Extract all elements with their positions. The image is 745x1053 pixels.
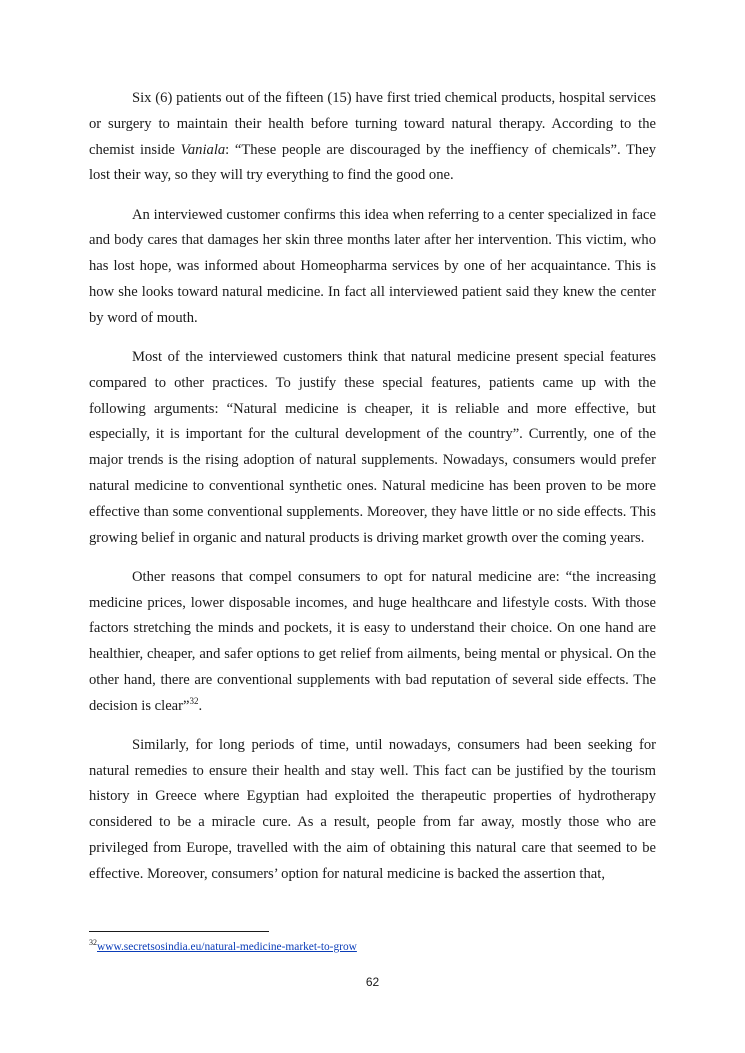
paragraph-1-text-end: : “These people are discouraged by the ineffiency of chemicals”. They lost their way, so they will try everything to find the good one. — [89, 141, 656, 184]
paragraph-4 — [89, 565, 656, 720]
paragraph-5: Similarly, for long periods of time, until nowadays, consumers had been seeking for natural remedies to ensure their health and stay well. This fact can be justified by the tourism history in Greece where Egyptian had exploited the therapeutic properties of hydrotherapy considered to be a miracle cure. As a result, people from far away, mostly those who are privileged from Europe, travelled with the aim of obtaining this natural care that seemed to be effective. Moreover, consumers’ option for natural medicine is backed the assertion that, — [89, 736, 656, 882]
footnote-number: 32 — [89, 938, 97, 948]
footnote-separator — [89, 931, 269, 932]
paragraph-3: Most of the interviewed customers think that natural medicine present special features compared to other practices. To justify these special features, patients came up with the following arguments: “Natural medicine is cheaper, it is reliable and more effective, but especially, it is important for the cultural development of the country”. Currently, one of the major trends is the rising adoption of natural supplements. Nowadays, consumers would prefer natural medicine to conventional synthetic ones. Natural medicine has been proven to be more effective than some conventional supplements. Moreover, they have little or no side effects. This growing belief in organic and natural products is driving market growth over the coming years. — [89, 348, 656, 546]
paragraph-1 — [89, 86, 656, 189]
page-number: 62 — [365, 975, 380, 989]
paragraph-2: An interviewed customer confirms this idea when referring to a center specialized in face and body cares that damages her skin three months later after her intervention. This victim, who has lost hope, was informed about Homeopharma services by one of her acquaintance. This is how she looks toward natural medicine. In fact all interviewed patient said they knew the center by word of mouth. — [89, 206, 656, 326]
paragraph-4-period: . — [198, 697, 203, 714]
paragraph-4-text: Other reasons that compel consumers to opt for natural medicine are: “the increasing medicine prices, lower disposable incomes, and huge healthcare and lifestyle costs. With those factors stretching the minds and pockets, it is easy to understand their choice. On one hand are healthier, cheaper, and safer options to get relief from ailments, being mental or physical. On the other hand, there are conventional supplements with bad reputation of several side effects. The decision is clear” — [89, 568, 656, 714]
body-text — [89, 86, 656, 888]
paragraph-1-text-start: Six (6) patients out of the fifteen (15) have first tried chemical products, hospital services or surgery to maintain their health before turning toward natural therapy. According to the chemist inside — [89, 90, 656, 158]
footnote-reference[interactable]: 32 — [189, 695, 199, 706]
footnote-link[interactable]: www.secretsosindia.eu/natural-medicine-market-to-grow — [97, 941, 357, 953]
footnote — [89, 939, 357, 955]
paragraph-1-italic-term: Vaniala — [180, 141, 226, 158]
